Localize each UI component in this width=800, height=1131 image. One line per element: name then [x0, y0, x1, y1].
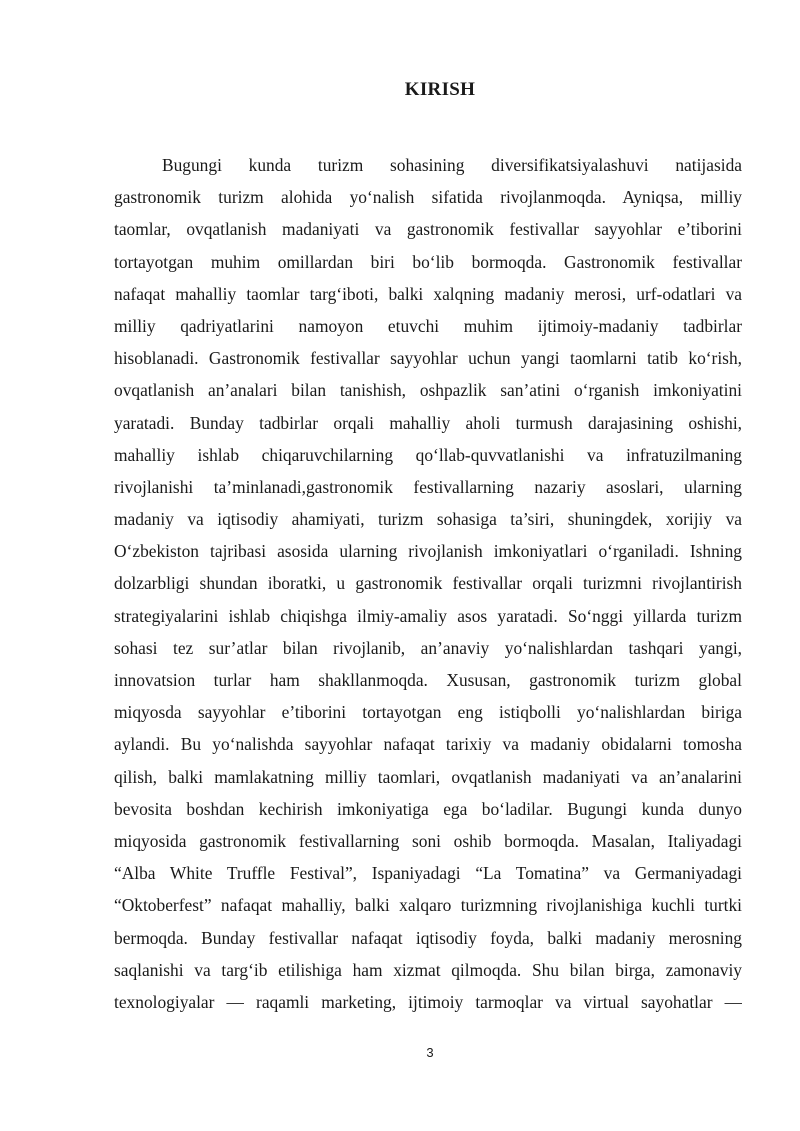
text-line: “Alba White Truffle Festival”, Ispaniyadagi “La Tomatina” va Germaniyadagi — [114, 863, 742, 884]
text-line: strategiyalarini ishlab chiqishga ilmiy-amaliy asos yaratadi. So‘nggi yillarda turizm — [114, 605, 742, 626]
text-line: innovatsion turlar ham shakllanmoqda. Xususan, gastronomik turizm global — [114, 670, 742, 690]
text-line: mahalliy ishlab chiqaruvchilarning qo‘llab-quvvatlanishi va infratuzilmaning — [114, 444, 742, 465]
text-line: sohasi tez sur’atlar bilan rivojlanib, an’anaviy yo‘nalishlardan tashqari yangi, — [114, 637, 742, 658]
section-heading: KIRISH — [404, 79, 476, 100]
text-line: “Oktoberfest” nafaqat mahalliy, balki xalqaro turizmning rivojlanishiga kuchli turtki — [114, 895, 742, 916]
text-line: gastronomik turizm alohida yo‘nalish sifatida rivojlanmoqda. Ayniqsa, milliy — [114, 187, 742, 208]
page-number: 3 — [426, 1045, 434, 1060]
text-line: tortayotgan muhim omillardan biri bo‘lib bormoqda. Gastronomik festivallar — [114, 251, 742, 272]
text-line: Bugungi kunda turizm sohasining diversifikatsiyalashuvi natijasida — [162, 155, 742, 175]
text-line: bermoqda. Bunday festivallar nafaqat iqtisodiy foyda, balki madaniy merosning — [114, 927, 742, 948]
text-line: ovqatlanish an’analari bilan tanishish, oshpazlik san’atini o‘rganish imkoniyatini — [114, 380, 742, 401]
text-line: madaniy va iqtisodiy ahamiyati, turizm sohasiga ta’siri, shuningdek, xorijiy va — [114, 509, 742, 530]
text-line: miqyosda sayyohlar e’tiborini tortayotgan eng istiqbolli yo‘nalishlardan biriga — [114, 702, 742, 723]
text-line: O‘zbekiston tajribasi asosida ularning rivojlanish imkoniyatlari o‘rganiladi. Ishning — [114, 541, 742, 562]
text-line: texnologiyalar — raqamli marketing, ijtimoiy tarmoqlar va virtual sayohatlar — — [114, 991, 742, 1012]
text-line: bevosita boshdan kechirish imkoniyatiga ega bo‘ladilar. Bugungi kunda dunyo — [114, 798, 742, 819]
text-line: saqlanishi va targ‘ib etilishiga ham xizmat qilmoqda. Shu bilan birga, zamonaviy — [114, 959, 742, 980]
text-line: milliy qadriyatlarini namoyon etuvchi muhim ijtimoiy-madaniy tadbirlar — [114, 315, 742, 336]
text-line: taomlar, ovqatlanish madaniyati va gastronomik festivallar sayyohlar e’tiborini — [114, 219, 742, 240]
body-paragraph — [114, 149, 742, 1018]
text-line: rivojlanishi ta’minlanadi,gastronomik festivallarning nazariy asoslari, ularning — [114, 476, 742, 497]
text-line: qilish, balki mamlakatning milliy taomlari, ovqatlanish madaniyati va an’analarini — [114, 766, 742, 787]
text-line: aylandi. Bu yo‘nalishda sayyohlar nafaqat tarixiy va madaniy obidalarni tomosha — [114, 734, 742, 755]
text-line: hisoblanadi. Gastronomik festivallar sayyohlar uchun yangi taomlarni tatib ko‘rish, — [114, 348, 742, 369]
text-line: yaratadi. Bunday tadbirlar orqali mahalliy aholi turmush darajasining oshishi, — [114, 412, 742, 433]
text-line: miqyosida gastronomik festivallarning soni oshib bormoqda. Masalan, Italiyadagi — [114, 830, 742, 851]
text-line: dolzarbligi shundan iboratki, u gastronomik festivallar orqali turizmni rivojlantirish — [114, 573, 742, 594]
text-line: nafaqat mahalliy taomlar targ‘iboti, balki xalqning madaniy merosi, urf-odatlari va — [114, 283, 742, 304]
